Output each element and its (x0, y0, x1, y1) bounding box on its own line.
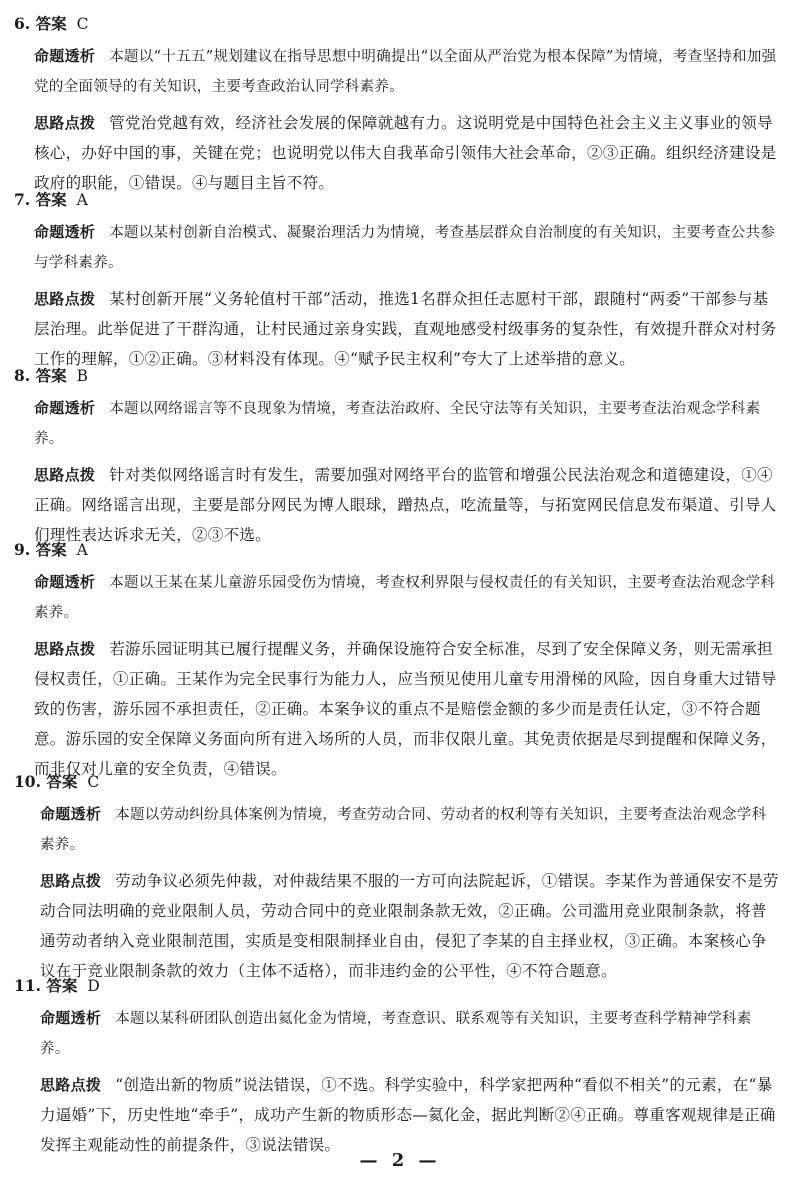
question-number: 9. 答案 (14, 540, 67, 559)
analysis-label: 命题透析 (40, 1009, 102, 1027)
hint-label: 思路点拨 (34, 114, 96, 132)
hint-text: 针对类似网络谣言时有发生，需要加强对网络平台的监管和增强公民法治观念和道德建设，①④正确。网络谣言出现，主要是部分网民为博人眼球，蹭热点，吃流量等，与拓宽网民信息发布渠道、引导人们理性表达诉求无关，②③不选。 (34, 466, 777, 544)
answer-letter: A (76, 191, 88, 209)
question-number: 10. 答案 (14, 772, 78, 791)
question-8 (14, 362, 780, 544)
analysis-text: 本题以劳动纠纷具体案例为情境，考查劳动合同、劳动者的权利等有关知识，主要考查法治观念学科素养。 (40, 807, 767, 853)
hint-paragraph (14, 284, 780, 374)
hint-label: 思路点拨 (40, 872, 102, 890)
answer-letter: C (87, 773, 100, 791)
analysis-label: 命题透析 (34, 223, 96, 241)
hint-paragraph (14, 634, 780, 784)
question-10 (14, 768, 780, 980)
hint-paragraph (14, 1070, 780, 1160)
answer-line (14, 768, 780, 795)
question-7 (14, 186, 780, 368)
question-9 (14, 536, 780, 778)
analysis-label: 命题透析 (34, 47, 96, 65)
question-11 (14, 972, 780, 1154)
analysis-text: 本题以某村创新自治模式、凝聚治理活力为情境，考查基层群众自治制度的有关知识，主要考查公共参与学科素养。 (34, 225, 776, 271)
answer-line (14, 972, 780, 999)
analysis-paragraph (14, 41, 780, 102)
hint-label: 思路点拨 (34, 290, 96, 308)
answer-letter: A (76, 541, 88, 559)
analysis-text: 本题以王某在某儿童游乐园受伤为情境，考查权利界限与侵权责任的有关知识，主要考查法治观念学科素养。 (34, 575, 776, 621)
hint-paragraph (14, 866, 780, 986)
question-number: 8. 答案 (14, 366, 67, 385)
analysis-text: 本题以网络谣言等不良现象为情境，考查法治政府、全民守法等有关知识，主要考查法治观念学科素养。 (34, 401, 761, 447)
hint-label: 思路点拨 (40, 1076, 102, 1094)
answer-line (14, 536, 780, 563)
hint-label: 思路点拨 (34, 640, 96, 658)
answer-letter: B (76, 367, 88, 385)
hint-paragraph (14, 108, 780, 198)
analysis-text: 本题以某科研团队创造出氦化金为情境，考查意识、联系观等有关知识，主要考查科学精神学科素养。 (40, 1011, 752, 1057)
analysis-paragraph (14, 799, 780, 860)
answer-line (14, 10, 780, 37)
page-number: — 2 — (359, 1150, 441, 1171)
question-6 (14, 10, 780, 192)
question-number: 11. 答案 (14, 976, 78, 995)
analysis-paragraph (14, 217, 780, 278)
answer-letter: C (76, 15, 89, 33)
hint-text: 劳动争议必须先仲裁，对仲裁结果不服的一方可向法院起诉，①错误。李某作为普通保安不是劳动合同法明确的竞业限制人员，劳动合同中的竞业限制条款无效，②正确。公司滥用竞业限制条款，将普通劳动者纳入竞业限制范围，实质是变相限制择业自由，侵犯了李某的自主择业权，③正确。本案核心争议在于竞业限制条款的效力（主体不适格），而非违约金的公平性，④不符合题意。 (40, 872, 779, 980)
answer-line (14, 362, 780, 389)
hint-text: 某村创新开展“义务轮值村干部”活动，推选1名群众担任志愿村干部，跟随村“两委”干部参与基层治理。此举促进了干群沟通，让村民通过亲身实践，直观地感受村级事务的复杂性，有效提升群众对村务工作的理解，①②正确。③材料没有体现。④“赋予民主权利”夸大了上述举措的意义。 (34, 290, 777, 368)
hint-text: 管党治党越有效，经济社会发展的保障就越有力。这说明党是中国特色社会主义主义事业的领导核心，办好中国的事，关键在党；也说明党以伟大自我革命引领伟大社会革命，②③正确。组织经济建设是政府的职能，①错误。④与题目主旨不符。 (34, 114, 777, 192)
analysis-label: 命题透析 (34, 399, 96, 417)
analysis-label: 命题透析 (40, 805, 102, 823)
question-number: 6. 答案 (14, 14, 67, 33)
hint-text: “创造出新的物质”说法错误，①不选。科学实验中，科学家把两种“看似不相关”的元素，在“暴力逼婚”下，历史性地“牵手”，成功产生新的物质形态—氦化金，据此判断②④正确。尊重客观规律是正确发挥主观能动性的前提条件，③说法错误。 (40, 1076, 776, 1154)
analysis-paragraph (14, 567, 780, 628)
analysis-label: 命题透析 (34, 573, 96, 591)
answer-line (14, 186, 780, 213)
hint-label: 思路点拨 (34, 466, 96, 484)
hint-text: 若游乐园证明其已履行提醒义务，并确保设施符合安全标准，尽到了安全保障义务，则无需承担侵权责任，①正确。王某作为完全民事行为能力人，应当预见使用儿童专用滑梯的风险，因自身重大过错导致的伤害，游乐园不承担责任，②正确。本案争议的重点不是赔偿金额的多少而是责任认定，③不符合题意。游乐园的安全保障义务面向所有进入场所的人员，而非仅限儿童。其免责依据是尽到提醒和保障义务，而非仅对儿童的安全负责，④错误。 (34, 640, 777, 778)
analysis-text: 本题以“十五五”规划建议在指导思想中明确提出“以全面从严治党为根本保障”为情境，考查坚持和加强党的全面领导的有关知识，主要考查政治认同学科素养。 (34, 49, 777, 95)
answer-letter: D (87, 977, 100, 995)
analysis-paragraph (14, 1003, 780, 1064)
question-number: 7. 答案 (14, 190, 67, 209)
analysis-paragraph (14, 393, 780, 454)
